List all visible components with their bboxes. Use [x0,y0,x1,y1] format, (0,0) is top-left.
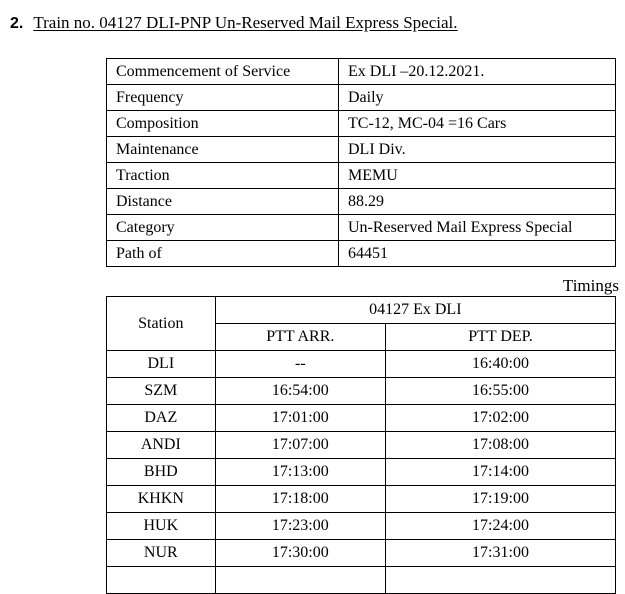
departure-cell: 17:08:00 [385,432,615,459]
section-heading [10,13,458,33]
info-label: Category [107,215,339,241]
station-cell: SZM [107,378,216,405]
info-value: 64451 [339,241,616,267]
info-label: Composition [107,111,339,137]
arrival-cell: 16:54:00 [215,378,385,405]
station-header: Station [107,297,216,351]
departure-cell: 17:31:00 [385,540,615,567]
departure-cell [385,567,615,594]
info-row [107,163,616,189]
timings-row [107,405,616,432]
departure-cell: 17:14:00 [385,459,615,486]
arrival-cell: 17:07:00 [215,432,385,459]
station-cell: BHD [107,459,216,486]
timings-row [107,378,616,405]
info-row [107,85,616,111]
info-row [107,111,616,137]
info-label: Commencement of Service [107,59,339,85]
info-value: 88.29 [339,189,616,215]
timings-row [107,351,616,378]
departure-cell: 17:24:00 [385,513,615,540]
info-label: Distance [107,189,339,215]
info-row [107,241,616,267]
arrival-cell: 17:13:00 [215,459,385,486]
section-number: 2. [10,15,24,32]
station-cell: DAZ [107,405,216,432]
timings-header-row [107,297,616,324]
timings-row [107,459,616,486]
arrival-cell: 17:30:00 [215,540,385,567]
timings-label: Timings [562,276,619,295]
arrival-cell [215,567,385,594]
info-row [107,189,616,215]
section-title: Train no. 04127 DLI-PNP Un-Reserved Mail Express Special. [33,13,458,32]
train-header: 04127 Ex DLI [215,297,615,324]
arrival-cell: 17:23:00 [215,513,385,540]
station-cell: NUR [107,540,216,567]
arrival-cell: 17:18:00 [215,486,385,513]
timings-row [107,540,616,567]
info-row [107,215,616,241]
timings-row [107,486,616,513]
departure-cell: 17:19:00 [385,486,615,513]
station-cell: ANDI [107,432,216,459]
departure-header: PTT DEP. [385,324,615,351]
info-value: TC-12, MC-04 =16 Cars [339,111,616,137]
info-value: Daily [339,85,616,111]
info-label: Path of [107,241,339,267]
info-value: MEMU [339,163,616,189]
station-cell: KHKN [107,486,216,513]
service-info-table [106,58,616,267]
info-value: DLI Div. [339,137,616,163]
arrival-cell: 17:01:00 [215,405,385,432]
station-cell: DLI [107,351,216,378]
timings-row [107,513,616,540]
arrival-cell: -- [215,351,385,378]
timings-row [107,567,616,594]
station-cell [107,567,216,594]
info-value: Ex DLI –20.12.2021. [339,59,616,85]
station-cell: HUK [107,513,216,540]
info-label: Frequency [107,85,339,111]
info-label: Maintenance [107,137,339,163]
info-value: Un-Reserved Mail Express Special [339,215,616,241]
info-row [107,137,616,163]
departure-cell: 17:02:00 [385,405,615,432]
departure-cell: 16:55:00 [385,378,615,405]
timings-table [106,296,616,594]
arrival-header: PTT ARR. [215,324,385,351]
timings-row [107,432,616,459]
info-row [107,59,616,85]
info-label: Traction [107,163,339,189]
departure-cell: 16:40:00 [385,351,615,378]
